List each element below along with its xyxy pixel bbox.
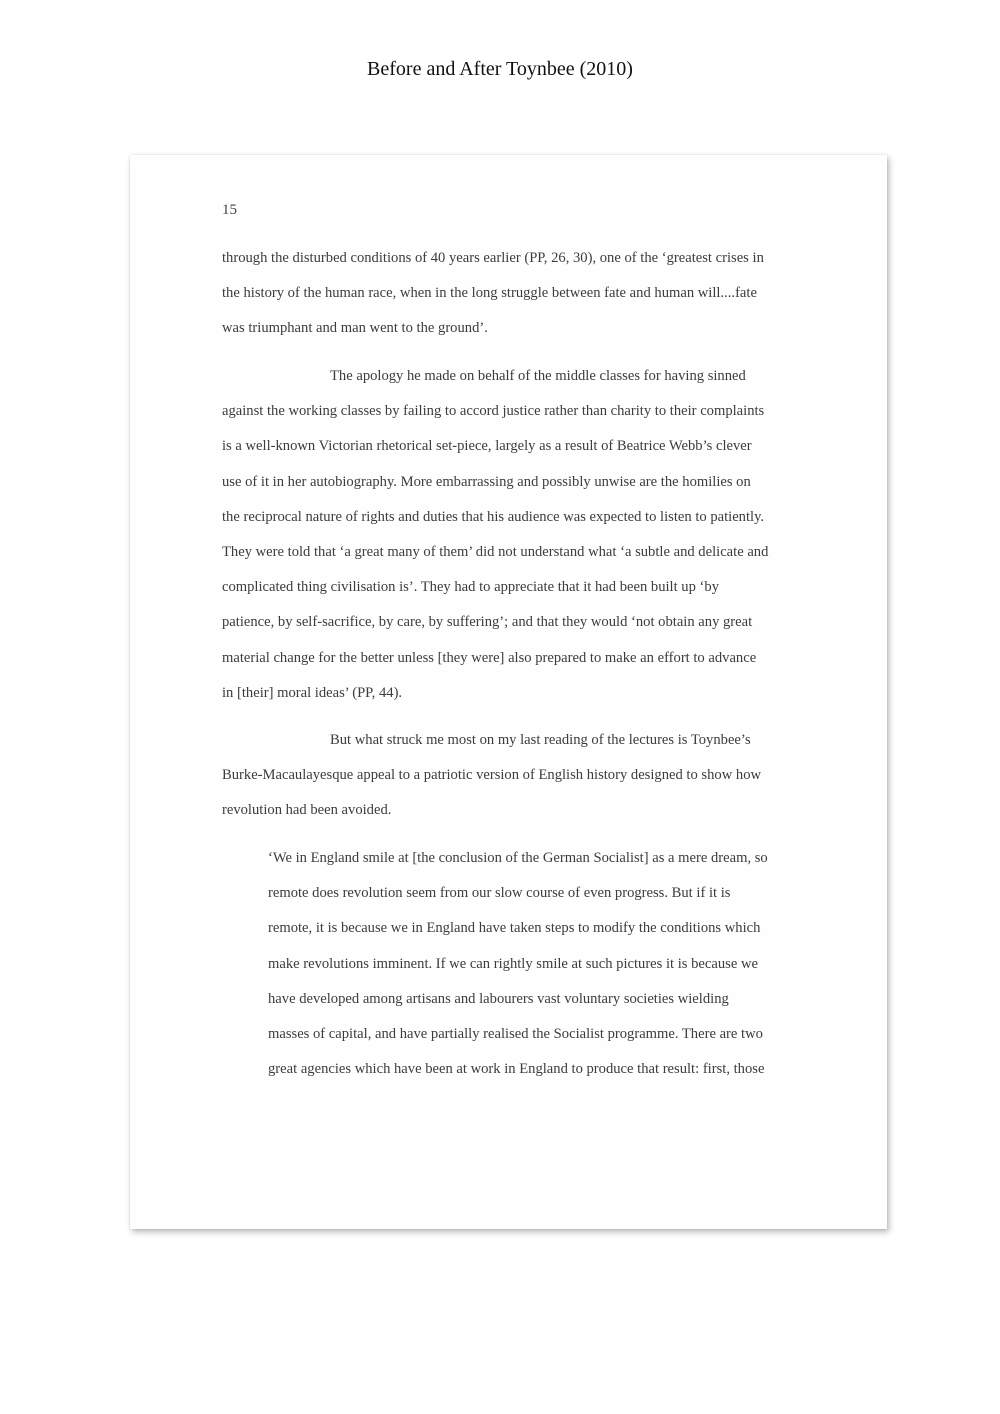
text-line: was triumphant and man went to the ground’. <box>222 320 488 337</box>
text-line: Burke-Macaulayesque appeal to a patriotic version of English history designed to show how <box>222 767 762 784</box>
text-line: material change for the better unless [they were] also prepared to make an effort to advance <box>222 649 757 666</box>
text-line: the reciprocal nature of rights and duties that his audience was expected to listen to patiently. <box>222 508 765 525</box>
document-title: Before and After Toynbee (2010) <box>367 58 633 80</box>
text-line: in [their] moral ideas’ (PP, 44). <box>222 684 403 701</box>
text-line: They were told that ‘a great many of them’ did not understand what ‘a subtle and delicate and <box>222 544 769 561</box>
quote-line: remote does revolution seem from our slow course of even progress. But if it is <box>268 885 731 902</box>
text-line: through the disturbed conditions of 40 years earlier (PP, 26, 30), one of the ‘greatest crises in <box>222 250 764 266</box>
quote-line: have developed among artisans and labourers vast voluntary societies wielding <box>268 990 729 1007</box>
paragraph-1 <box>222 241 812 347</box>
text-line: The apology he made on behalf of the middle classes for having sinned <box>330 368 746 384</box>
text-line: the history of the human race, when in the long struggle between fate and human will....fate <box>222 285 757 302</box>
text-line: against the working classes by failing to accord justice rather than charity to their complaints <box>222 403 765 420</box>
quote-line: ‘We in England smile at [the conclusion of the German Socialist] as a mere dream, so <box>268 850 768 866</box>
paragraph-3 <box>222 723 812 829</box>
quote-line: great agencies which have been at work in England to produce that result: first, those <box>268 1061 765 1078</box>
text-line: patience, by self-sacrifice, by care, by suffering’; and that they would ‘not obtain any great <box>222 614 753 631</box>
text-line: use of it in her autobiography. More embarrassing and possibly unwise are the homilies on <box>222 473 751 490</box>
text-line: revolution had been avoided. <box>222 802 392 819</box>
page-number: 15 <box>222 202 237 218</box>
page-sheet <box>130 155 887 1229</box>
paragraph-2 <box>222 359 812 711</box>
text-line: But what struck me most on my last reading of the lectures is Toynbee’s <box>330 732 751 748</box>
quote-line: remote, it is because we in England have taken steps to modify the conditions which <box>268 920 761 937</box>
quote-line: make revolutions imminent. If we can rightly smile at such pictures it is because we <box>268 955 758 972</box>
block-quote <box>268 841 828 1087</box>
text-line: complicated thing civilisation is’. They had to appreciate that it had been built up ‘by <box>222 579 719 596</box>
text-line: is a well-known Victorian rhetorical set-piece, largely as a result of Beatrice Webb’s clever <box>222 438 752 455</box>
quote-line: masses of capital, and have partially realised the Socialist programme. There are two <box>268 1026 763 1043</box>
